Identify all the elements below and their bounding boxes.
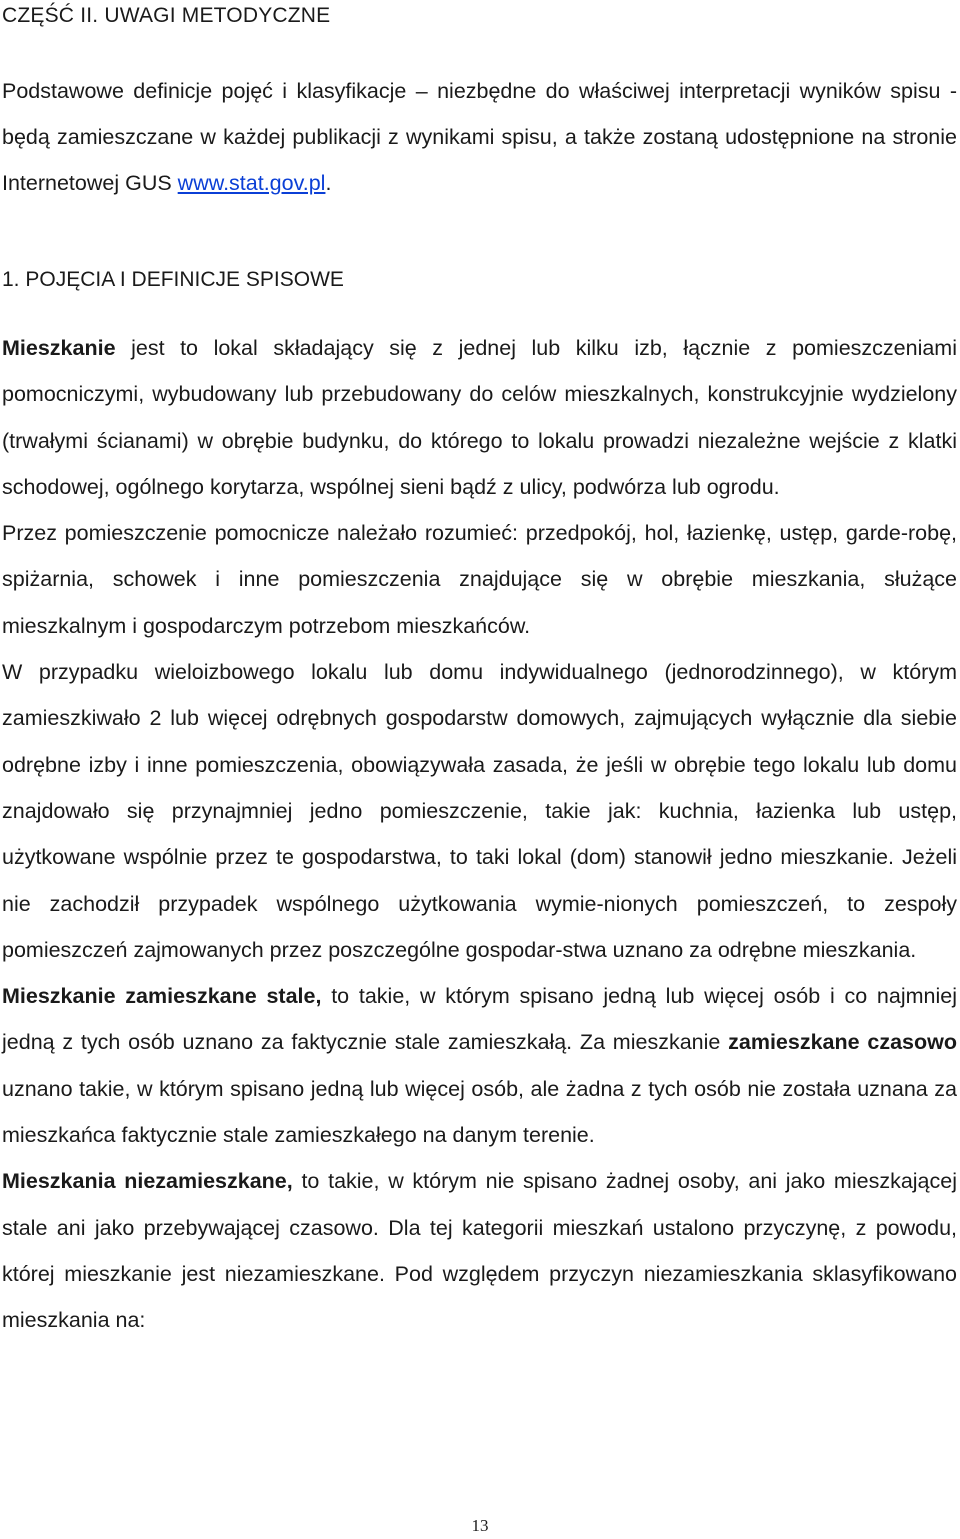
intro-text-end: . xyxy=(325,171,332,195)
intro-paragraph xyxy=(2,68,957,206)
part-heading: CZĘŚĆ II. UWAGI METODYCZNE xyxy=(2,4,331,27)
page-number: 13 xyxy=(471,1516,489,1535)
definition-zamieszkane-stale: to takie, w którym spisano jedną lub więcej osób i co najmniej jedną z tych osób uznano za faktycznie stale zamieszkałą. Za mieszkanie xyxy=(2,984,957,1055)
paragraph-zamieszkane xyxy=(2,973,957,1158)
paragraph-pomieszczenie-pomocnicze: Przez pomieszczenie pomocnicze należało rozumieć: przedpokój, hol, łazienkę, ustęp, garde-robę, spiżarnia, schowek i inne pomieszczenia znajdujące się w obrębie mieszkania, służące mieszkalnym i gospodarczym potrzebom mieszkańców. xyxy=(2,521,957,638)
term-mieszkanie: Mieszkanie xyxy=(2,336,116,360)
definitions-body xyxy=(2,325,957,1344)
paragraph-wieloizbowy-lokal: W przypadku wieloizbowego lokalu lub domu indywidualnego (jednorodzinnego), w którym zamieszkiwało 2 lub więcej odrębnych gospodarstw domowych, zajmujących wyłącznie dla siebie odrębne izby i inne pomieszczenia, obowiązywała zasada, że jeśli w obrębie tego lokalu lub domu znajdowało się przynajmniej jedno pomieszczenie, takie jak: kuchnia, łazienka lub ustęp, użytkowane wspólnie przez te gospodarstwa, to taki lokal (dom) stanowił jedno mieszkanie. Jeżeli nie zachodził przypadek wspólnego użytkowania wymie-nionych pomieszczeń, to zespoły pomieszczeń zajmowanych przez poszczególne gospodar-stwa uznano za odrębne mieszkania. xyxy=(2,660,957,962)
term-niezamieszkane: Mieszkania niezamieszkane, xyxy=(2,1169,293,1194)
definition-zamieszkane-czasowo: uznano takie, w którym spisano jedną lub więcej osób, ale żadna z tych osób nie została uznana za mieszkańca faktycznie stale zamieszkałego na danym terenie. xyxy=(2,1076,957,1148)
paragraph-mieszkanie xyxy=(2,325,957,510)
paragraph-niezamieszkane xyxy=(2,1158,957,1343)
section-heading: 1. POJĘCIA I DEFINICJE SPISOWE xyxy=(2,268,344,291)
intro-text: Podstawowe definicje pojęć i klasyfikacje – niezbędne do właściwej interpretacji wyników spisu - będą zamieszczane w każdej publikacji z wynikami spisu, a także zostaną udostępnione na stronie Internetowej GUS xyxy=(2,79,957,195)
definition-mieszkanie: jest to lokal składający się z jednej lub kilku izb, łącznie z pomieszczeniami pomocniczymi, wybudowany lub przebudowany do celów mieszkalnych, konstrukcyjnie wydzielony (trwałymi ścianami) w obrębie budynku, do którego to lokalu prowadzi niezależne wejście z klatki schodowej, ogólnego korytarza, wspólnej sieni bądź z ulicy, podwórza lub ogrodu. xyxy=(2,336,957,499)
definition-niezamieszkane: to takie, w którym nie spisano żadnej osoby, ani jako mieszkającej stale ani jako przebywającej czasowo. Dla tej kategorii mieszkań ustalono przyczynę, z powodu, której mieszkanie jest niezamieszkane. Pod względem przyczyn niezamieszkania sklasyfikowano mieszkania na: xyxy=(2,1169,957,1333)
term-zamieszkane-czasowo: zamieszkane czasowo xyxy=(728,1030,957,1055)
gus-website-link[interactable]: www.stat.gov.pl xyxy=(177,171,326,195)
term-zamieszkane-stale: Mieszkanie zamieszkane stale, xyxy=(2,984,322,1009)
